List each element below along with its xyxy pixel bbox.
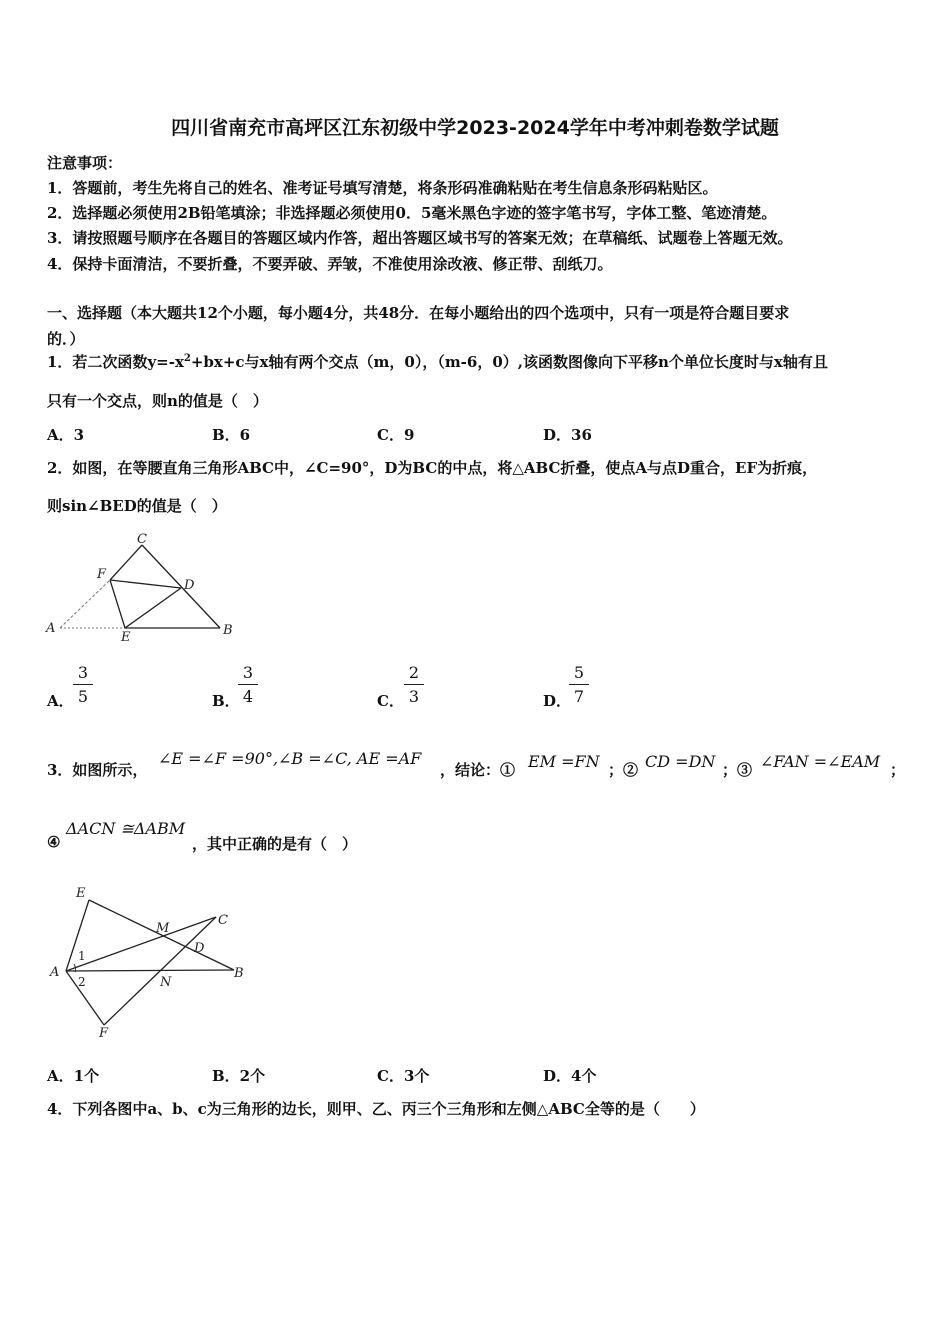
- section-heading: 一、选择题（本大题共12个小题，每小题4分，共48分．在每小题给出的四个选项中，只有一项是符合题目要求: [47, 304, 790, 322]
- q2-option-c-den: 3: [408, 687, 420, 706]
- q3-conclusion-lead: ，结论：①: [440, 761, 516, 779]
- q2-option-c-fraction[interactable]: [404, 663, 424, 706]
- q1-stem-line2: 只有一个交点，则n的值是（ ）: [47, 392, 268, 410]
- q2-option-b-den: 4: [242, 687, 254, 706]
- q2-option-a-num: 3: [73, 663, 93, 685]
- q3-sep-3: ；③: [722, 761, 753, 779]
- q1-option-d[interactable]: D．36: [543, 426, 592, 444]
- q2-option-b-num: 3: [238, 663, 258, 685]
- q2-option-d-letter[interactable]: D．: [543, 692, 572, 710]
- q3-tail: ，其中正确的是有（ ）: [192, 835, 358, 853]
- q3-label-d: D: [194, 941, 205, 956]
- q3-sep-end: ；: [890, 761, 906, 779]
- q3-conclusion-4-lead: ④: [47, 833, 61, 851]
- q3-label-n: N: [160, 975, 172, 990]
- q4-stem: 4．下列各图中a、b、c为三角形的边长，则甲、乙、丙三个三角形和左侧△ABC全等的是（ ）: [47, 1100, 705, 1118]
- q1-option-b[interactable]: B．6: [212, 426, 251, 444]
- q1-exponent: 2: [183, 353, 191, 364]
- q3-option-b[interactable]: B．2个: [212, 1067, 266, 1085]
- q3-option-d[interactable]: D．4个: [543, 1067, 597, 1085]
- q2-label-b: B: [223, 623, 233, 638]
- q2-option-c-letter[interactable]: C．: [377, 692, 404, 710]
- q3-label-b: B: [234, 966, 244, 981]
- notice-item-4: 4．保持卡面清洁，不要折叠，不要弄破、弄皱，不准使用涂改液、修正带、刮纸刀。: [47, 255, 613, 273]
- q2-label-a: A: [46, 621, 56, 636]
- section-heading-cont: 的．）: [47, 330, 85, 348]
- q2-option-d-num: 5: [569, 663, 589, 685]
- q3-option-a[interactable]: A．1个: [47, 1067, 100, 1085]
- q3-lead: 3．如图所示，: [47, 761, 148, 779]
- q2-stem-line2: 则sin∠BED的值是（ ）: [47, 497, 227, 515]
- q3-conclusion-4: ΔACN ≅ΔABM: [66, 819, 186, 838]
- q1-stem-part2: +bx+c与x轴有两个交点（m，0），（m-6，0）,该函数图像向下平移n个单位长度时与x轴有且: [190, 353, 828, 371]
- q2-option-a-letter[interactable]: A．: [47, 692, 74, 710]
- q3-label-angle1: 1: [78, 949, 86, 963]
- q2-option-b-fraction[interactable]: [238, 663, 258, 706]
- notice-item-2: 2．选择题必须使用2B铅笔填涂；非选择题必须使用0．5毫米黑色字迹的签字笔书写，字体工整、笔迹清楚。: [47, 204, 777, 222]
- q3-sep-2: ；②: [608, 761, 639, 779]
- q2-option-d-den: 7: [573, 687, 585, 706]
- q3-label-a: A: [50, 965, 60, 980]
- q3-condition: ∠E =∠F =90°,∠B =∠C, AE =AF: [158, 749, 422, 768]
- q3-conclusion-3: ∠FAN =∠EAM: [760, 752, 881, 771]
- q2-option-c-num: 2: [404, 663, 424, 685]
- q2-stem: 2．如图，在等腰直角三角形ABC中，∠C=90°，D为BC的中点，将△ABC折叠，使点A与点D重合，EF为折痕，: [47, 459, 818, 477]
- q3-conclusion-1: EM =FN: [528, 752, 600, 771]
- q3-label-m: M: [156, 921, 170, 936]
- q1-stem: [47, 351, 828, 372]
- q3-label-f: F: [99, 1026, 109, 1041]
- q3-label-angle2: 2: [78, 975, 86, 989]
- q2-label-e: E: [121, 630, 131, 645]
- q2-option-a-fraction[interactable]: [73, 663, 93, 706]
- notice-item-1: 1．答题前，考生先将自己的姓名、准考证号填写清楚，将条形码准确粘贴在考生信息条形码粘贴区。: [47, 179, 718, 197]
- page-title: 四川省南充市高坪区江东初级中学2023-2024学年中考冲刺卷数学试题: [171, 117, 779, 139]
- notice-item-3: 3．请按照题号顺序在各题目的答题区域内作答，超出答题区域书写的答案无效；在草稿纸、试题卷上答题无效。: [47, 229, 793, 247]
- q1-stem-part1: 1．若二次函数y=-x: [47, 353, 184, 371]
- q2-figure: [40, 528, 245, 646]
- q2-label-c: C: [137, 532, 147, 547]
- q2-label-d: D: [184, 578, 195, 593]
- q1-option-c[interactable]: C．9: [377, 426, 415, 444]
- q2-label-f: F: [97, 567, 107, 582]
- q3-option-c[interactable]: C．3个: [377, 1067, 430, 1085]
- q3-conclusion-2: CD =DN: [645, 752, 716, 771]
- q3-figure: [44, 880, 249, 1043]
- q1-option-a[interactable]: A．3: [47, 426, 85, 444]
- notice-heading: 注意事项：: [47, 154, 123, 172]
- q2-option-a-den: 5: [77, 687, 89, 706]
- q2-option-b-letter[interactable]: B．: [212, 692, 240, 710]
- q3-label-e: E: [76, 886, 86, 901]
- q3-label-c: C: [218, 913, 228, 928]
- q2-option-d-fraction[interactable]: [569, 663, 589, 706]
